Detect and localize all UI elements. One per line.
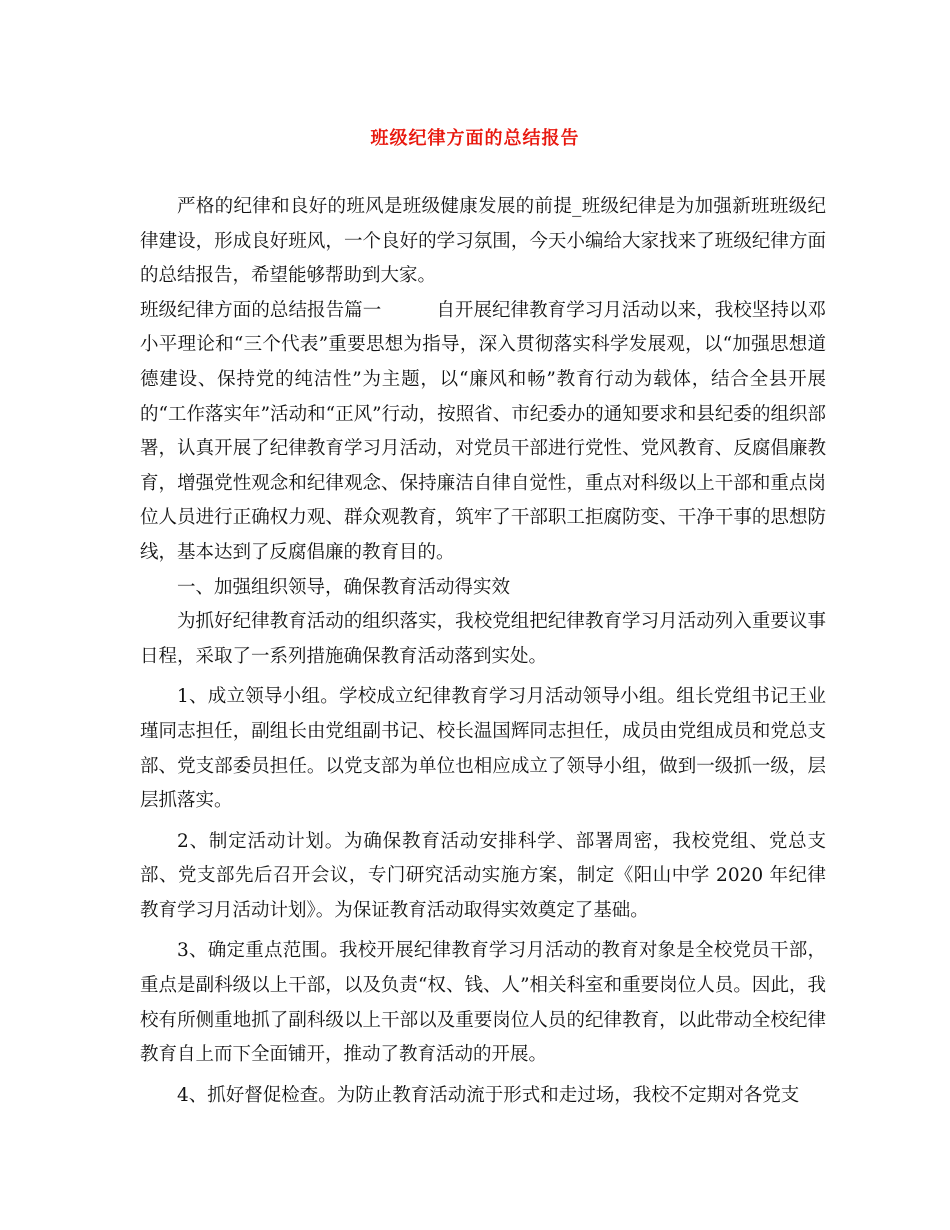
article-paragraph (140, 294, 826, 571)
section-one-intro: 为抓好纪律教育活动的组织落实，我校党组把纪律教育学习月活动列入重要议事日程，采取了一系列措施确保教育活动落到实处。 (140, 611, 826, 667)
article-intro: 自开展纪律教育学习月活动以来，我校坚持以邓小平理论和“三个代表”重要思想为指导，深入贯彻落实科学发展观，以“加强思想道德建设、保持党的纯洁性”为主题，以“廉风和畅”教育行动为载体，结合全县开展的“工作落实年”活动和“正风”行动，按照省、市纪委办的通知要求和县纪委的组织部署，认真开展了纪律教育学习月活动，对党员干部进行党性、党风教育、反腐倡廉教育，增强党性观念和纪律观念、保持廉洁自律自觉性，重点对科级以上干部和重点岗位人员进行正确权力观、群众观教育，筑牢了干部职工拒腐防变、干净干事的思想防线，基本达到了反腐倡廉的教育目的。 (140, 299, 826, 563)
article-heading: 班级纪律方面的总结报告篇一 (140, 299, 382, 321)
item-paragraph-4: 4、抓好督促检查。为防止教育活动流于形式和走过场，我校不定期对各党支 (177, 1084, 800, 1106)
document-title: 班级纪律方面的总结报告 (370, 128, 580, 149)
intro-paragraph: 严格的纪律和良好的班风是班级健康发展的前提_班级纪律是为加强新班班级纪律建设，形成良好班风，一个良好的学习氛围，今天小编给大家找来了班级纪律方面的总结报告，希望能够帮助到大家。 (140, 196, 826, 287)
item-paragraph-2: 2、制定活动计划。为确保教育活动安排科学、部署周密，我校党组、党总支部、党支部先后召开会议，专门研究活动实施方案，制定《阳山中学 2020 年纪律教育学习月活动计划》。为保证教育活动取得实效奠定了基础。 (140, 830, 826, 921)
document-body (140, 190, 826, 1113)
section-one-title: 一、加强组织领导，确保教育活动得实效 (177, 576, 511, 598)
item-paragraph-3: 3、确定重点范围。我校开展纪律教育学习月活动的教育对象是全校党员干部，重点是副科级以上干部，以及负责“权、钱、人”相关科室和重要岗位人员。因此，我校有所侧重地抓了副科级以上干部以及重要岗位人员的纪律教育，以此带动全校纪律教育自上而下全面铺开，推动了教育活动的开展。 (140, 940, 826, 1066)
item-paragraph-1: 1、成立领导小组。学校成立纪律教育学习月活动领导小组。组长党组书记王业瑾同志担任，副组长由党组副书记、校长温国辉同志担任，成员由党组成员和党总支部、党支部委员担任。以党支部为单位也相应成立了领导小组，做到一级抓一级，层层抓落实。 (140, 686, 826, 812)
